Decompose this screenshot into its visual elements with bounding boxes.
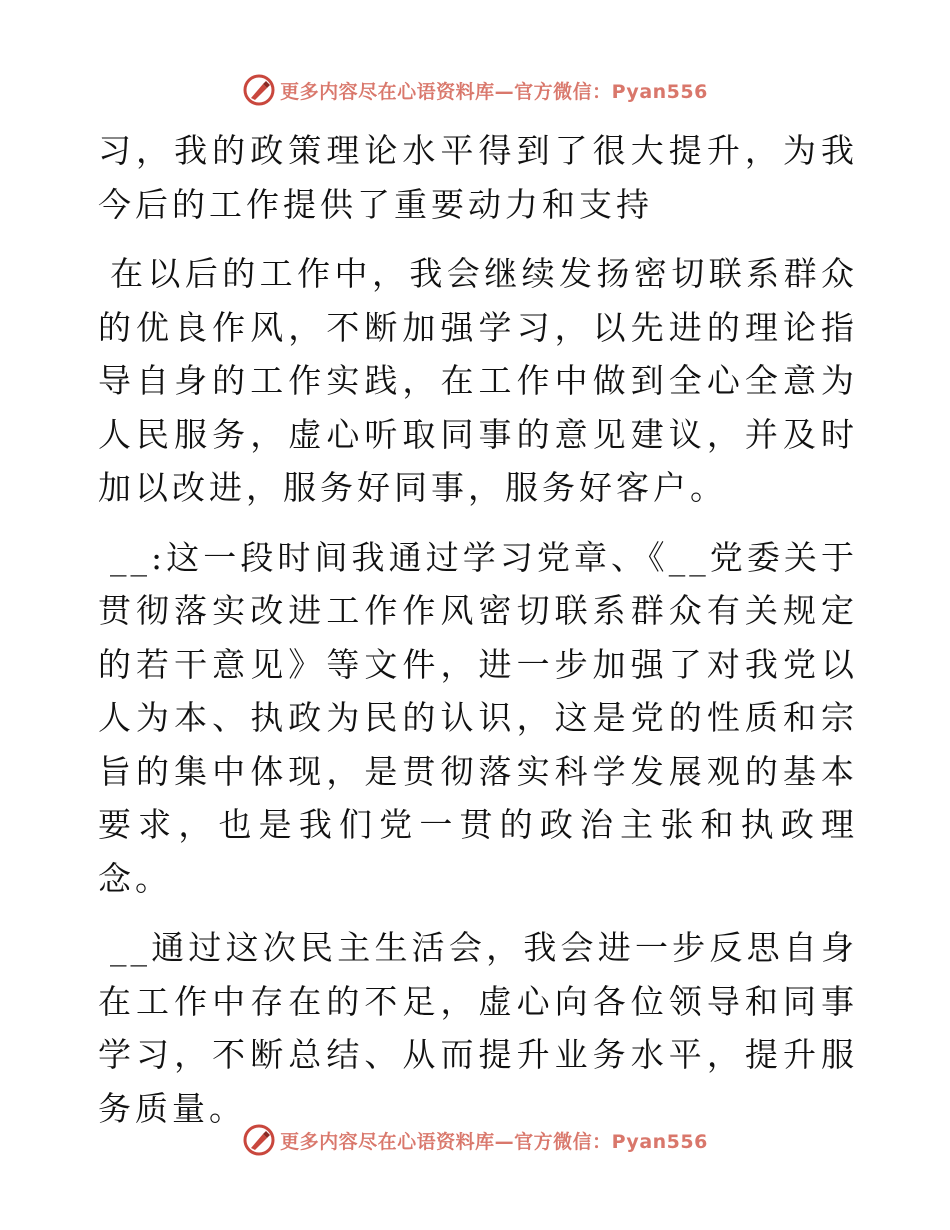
footer-banner: [0, 1120, 950, 1160]
paragraph-2: 在以后的工作中，我会继续发扬密切联系群众的优良作风，不断加强学习，以先进的理论指导自身的工作实践，在工作中做到全心全意为人民服务，虚心听取同事的意见建议，并及时加以改进，服务好同事，服务好客户。: [98, 254, 858, 507]
paragraph-1: 习，我的政策理论水平得到了很大提升，为我今后的工作提供了重要动力和支持: [98, 131, 858, 224]
pen-logo-icon: [242, 1123, 276, 1157]
document-body: [98, 124, 858, 1135]
header-banner: [0, 70, 950, 110]
paragraph-3: __:这一段时间我通过学习党章、《__党委关于贯彻落实改进工作作风密切联系群众有关规定的若干意见》等文件，进一步加强了对我党以人为本、执政为民的认识，这是党的性质和宗旨的集中体现，是贯彻落实科学发展观的基本要求，也是我们党一贯的政治主张和执政理念。: [98, 537, 858, 898]
paragraph-4: __通过这次民主生活会，我会进一步反思自身在工作中存在的不足，虚心向各位领导和同事学习，不断总结、从而提升业务水平，提升服务质量。: [98, 928, 858, 1128]
header-banner-text: 更多内容尽在心语资料库—官方微信：Pyan556: [280, 80, 708, 103]
pen-logo-icon: [242, 73, 276, 107]
footer-banner-text: 更多内容尽在心语资料库—官方微信：Pyan556: [280, 1130, 708, 1153]
